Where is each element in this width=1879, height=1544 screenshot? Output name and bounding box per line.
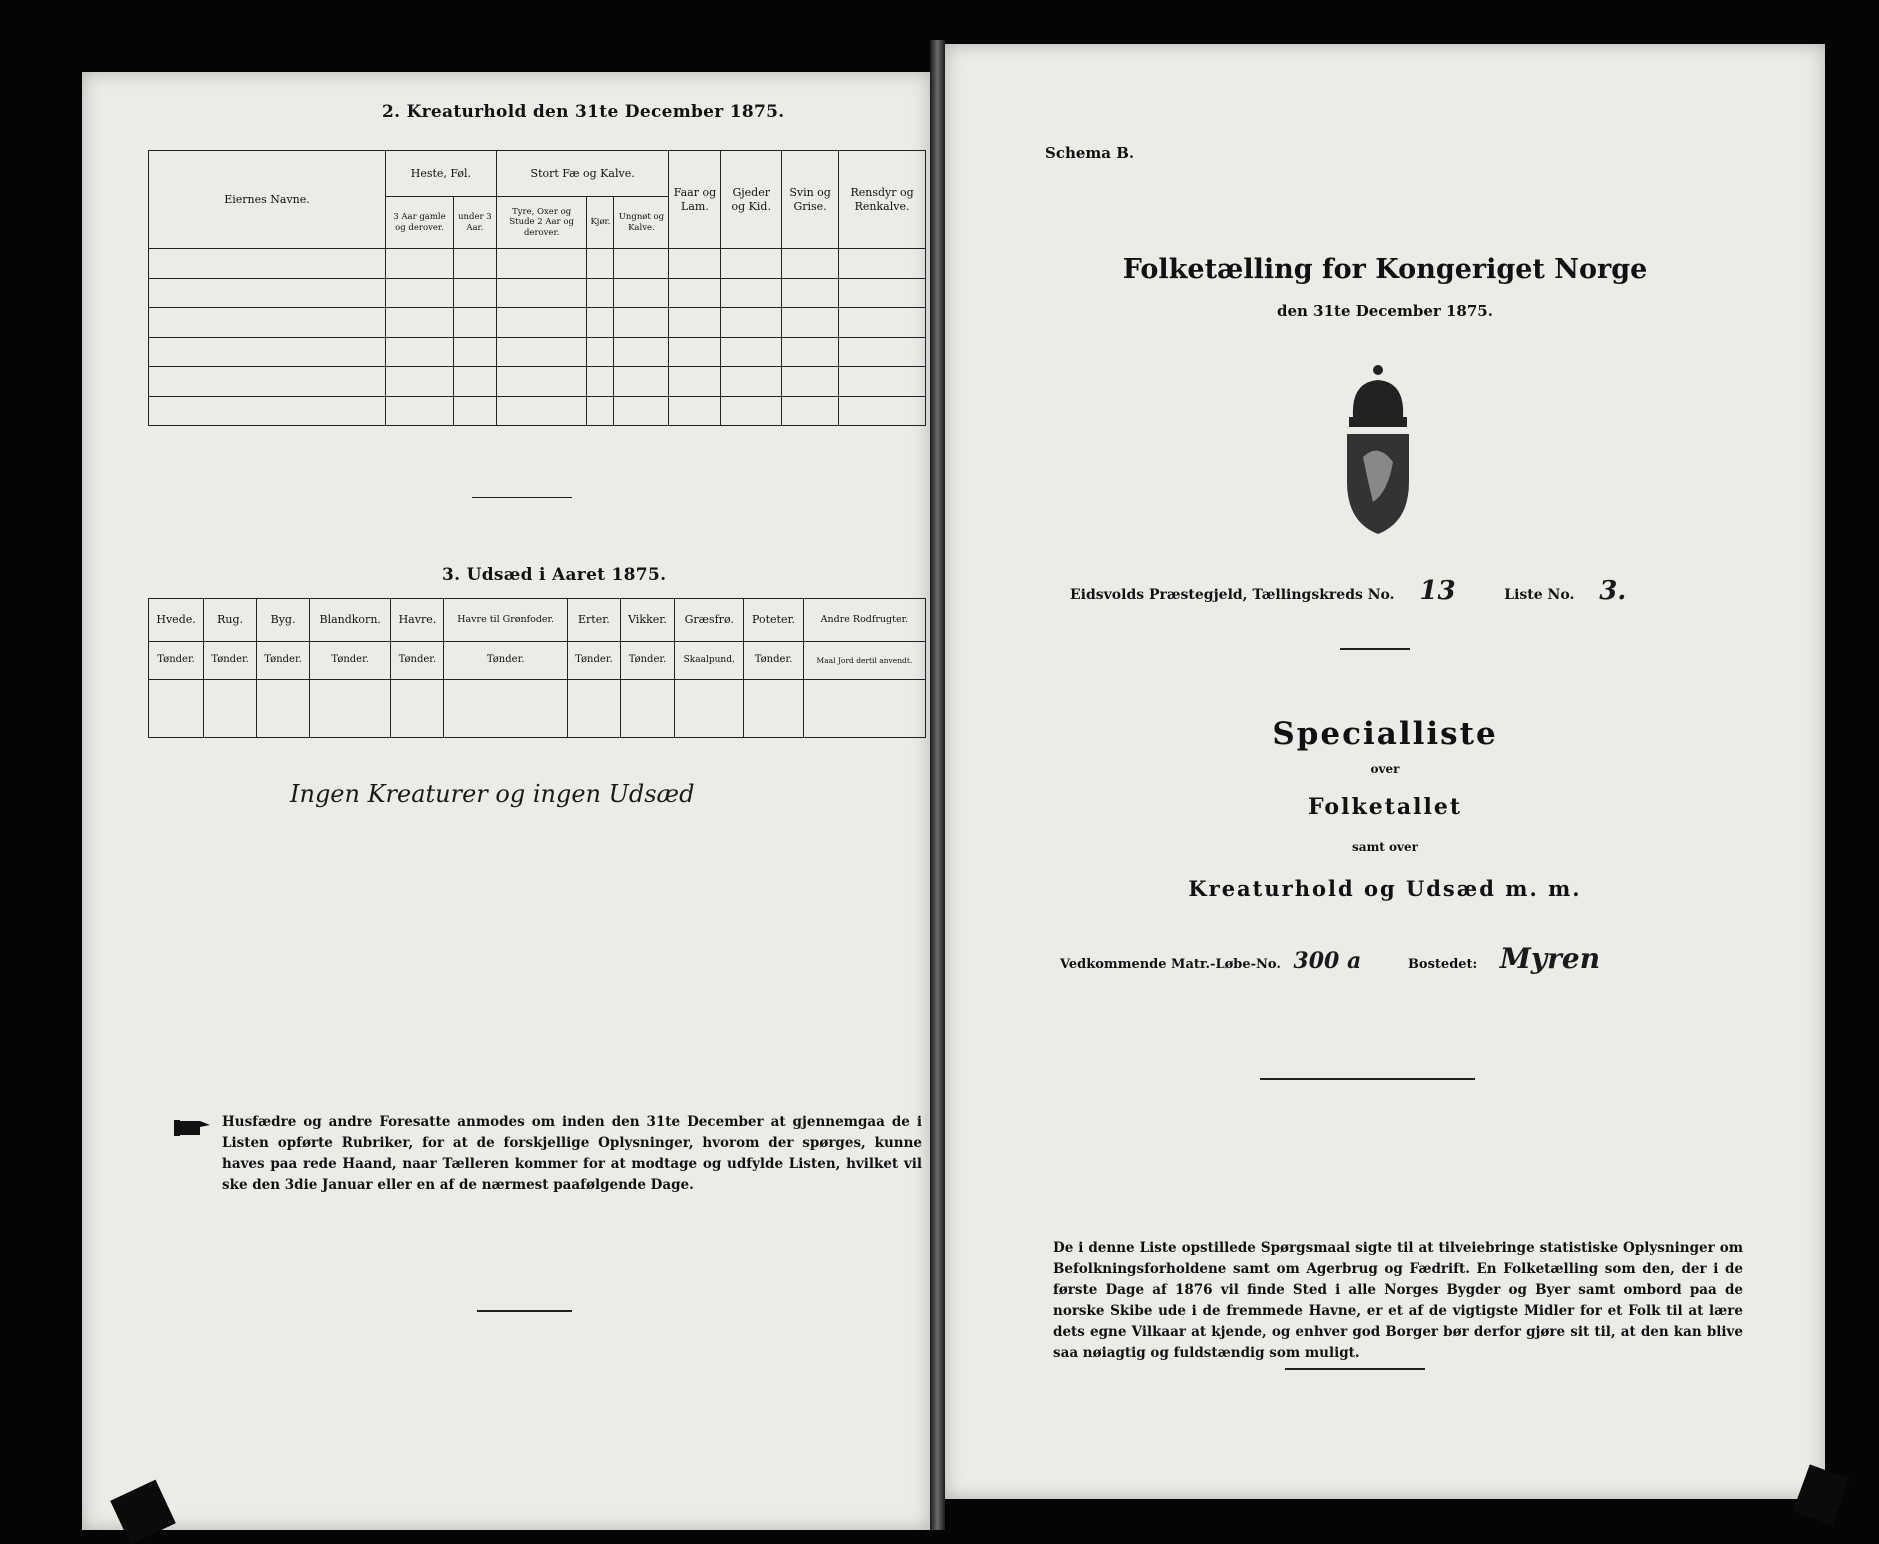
bottom-explanation: De i denne Liste opstillede Spørgsmaal sigte til at tilveiebringe statistiske Oplysninger om Befolkningsforholdene samt om Agerbrug og Fædrift. En Folketælling som den, der i de første Dage af 1876 vil finde Sted i alle Norges Bygder og Byer samt ombord paa de norske Skibe ude i de fremmede Havne, er et af de vigtigste Midler for et Folk til at lære dets egne Vilkaar at kjende, og enhver god Borger bør derfor gjøre sit til, at den kan blive saa nøiagtig og fuldstændig som muligt.: [1053, 1240, 1743, 1361]
district-value: 13: [1419, 576, 1456, 606]
coat-of-arms-icon: [1333, 362, 1423, 542]
seed-col-unit: Skaalpund.: [675, 641, 744, 679]
seed-col-name: Andre Rodfrugter.: [803, 599, 925, 642]
owner-names-header: Eiernes Navne.: [149, 151, 386, 249]
main-title: Folketælling for Kongeriget Norge: [1122, 254, 1648, 285]
district-label: Tællingskreds No.: [1252, 587, 1395, 603]
seed-col-name: Havre til Grønfoder.: [444, 599, 567, 642]
divider: [1260, 1078, 1475, 1080]
seed-col-name: Vikker.: [620, 599, 674, 642]
table-row: [149, 679, 926, 737]
seed-col-name: Blandkorn.: [310, 599, 391, 642]
divider: [477, 1310, 572, 1312]
seed-col-unit: Tønder.: [444, 641, 567, 679]
list-value: 3.: [1599, 576, 1627, 606]
horses-under3-header: under 3 Aar.: [453, 197, 496, 249]
seed-col-unit: Tønder.: [391, 641, 444, 679]
seed-col-unit: Tønder.: [149, 641, 204, 679]
seed-col-name: Havre.: [391, 599, 444, 642]
table-row: [149, 278, 926, 308]
bosted-label: Bostedet:: [1407, 957, 1478, 972]
seed-col-name: Hvede.: [149, 599, 204, 642]
matr-value: 300 a: [1293, 948, 1362, 974]
handwritten-note: Ingen Kreaturer og ingen Udsæd: [290, 780, 695, 808]
seed-col-name: Rug.: [204, 599, 257, 642]
livestock-table: [148, 150, 926, 426]
young-cattle-header: Ungnøt og Kalve.: [614, 197, 669, 249]
district-line: [1070, 576, 1770, 606]
table-row: [149, 249, 926, 279]
over-label: over: [1370, 762, 1400, 776]
kreaturhold-title: Kreaturhold og Udsæd m. m.: [1188, 876, 1582, 901]
reindeer-header: Rensdyr og Renkalve.: [839, 151, 926, 249]
table-row: [149, 337, 926, 367]
bosted-value: Myren: [1499, 942, 1601, 975]
notice-text: Husfædre og andre Foresatte anmodes om inden den 31te December at gjennemgaa de i Listen opførte Rubriker, for at de forskjellige Oplysninger, hvorom der spørges, kunne haves paa rede Haand, naar Tælleren kommer for at modtage og udfylde Listen, hvilket vil ske den 3die Januar eller en af de nærmest paafølgende Dage.: [222, 1114, 922, 1193]
pointing-hand-icon: [174, 1117, 212, 1139]
section-3-title: 3. Udsæd i Aaret 1875.: [442, 565, 667, 585]
table-row: [149, 308, 926, 338]
seed-col-unit: Maal Jord dertil anvendt.: [803, 641, 925, 679]
seed-col-unit: Tønder.: [620, 641, 674, 679]
seed-col-unit: Tønder.: [744, 641, 803, 679]
seed-col-unit: Tønder.: [310, 641, 391, 679]
samt-over-label: samt over: [1352, 840, 1418, 854]
goats-header: Gjeder og Kid.: [721, 151, 782, 249]
matr-line: [1060, 942, 1780, 975]
book-spine: [930, 40, 945, 1530]
table-row: [149, 367, 926, 397]
seed-col-unit: Tønder.: [567, 641, 620, 679]
seed-col-name: Byg.: [257, 599, 310, 642]
bulls-header: Tyre, Oxer og Stude 2 Aar og derover.: [496, 197, 587, 249]
cows-header: Kjør.: [587, 197, 614, 249]
seed-col-unit: Tønder.: [204, 641, 257, 679]
divider: [1340, 648, 1410, 650]
seed-table: [148, 598, 926, 738]
folketallet-title: Folketallet: [1308, 794, 1462, 820]
pigs-header: Svin og Grise.: [782, 151, 839, 249]
matr-label: Vedkommende Matr.-Løbe-No.: [1060, 957, 1281, 972]
horses-3yr-header: 3 Aar gamle og derover.: [386, 197, 454, 249]
list-label: Liste No.: [1504, 587, 1575, 603]
schema-label: Schema B.: [1045, 144, 1135, 162]
divider: [472, 497, 572, 498]
sheep-header: Faar og Lam.: [669, 151, 721, 249]
seed-col-name: Erter.: [567, 599, 620, 642]
seed-col-name: Poteter.: [744, 599, 803, 642]
left-page: [82, 72, 930, 1530]
parish-label: Eidsvolds Præstegjeld,: [1070, 587, 1248, 603]
title-date: den 31te December 1875.: [1277, 302, 1493, 320]
cattle-header: Stort Fæ og Kalve.: [496, 151, 669, 197]
seed-col-name: Græsfrø.: [675, 599, 744, 642]
seed-col-unit: Tønder.: [257, 641, 310, 679]
table-row: [149, 396, 926, 426]
specialliste-title: Specialliste: [1272, 716, 1498, 752]
divider: [1285, 1368, 1425, 1370]
section-2-title: 2. Kreaturhold den 31te December 1875.: [382, 102, 785, 122]
horses-header: Heste, Føl.: [386, 151, 497, 197]
right-page: [945, 44, 1825, 1499]
